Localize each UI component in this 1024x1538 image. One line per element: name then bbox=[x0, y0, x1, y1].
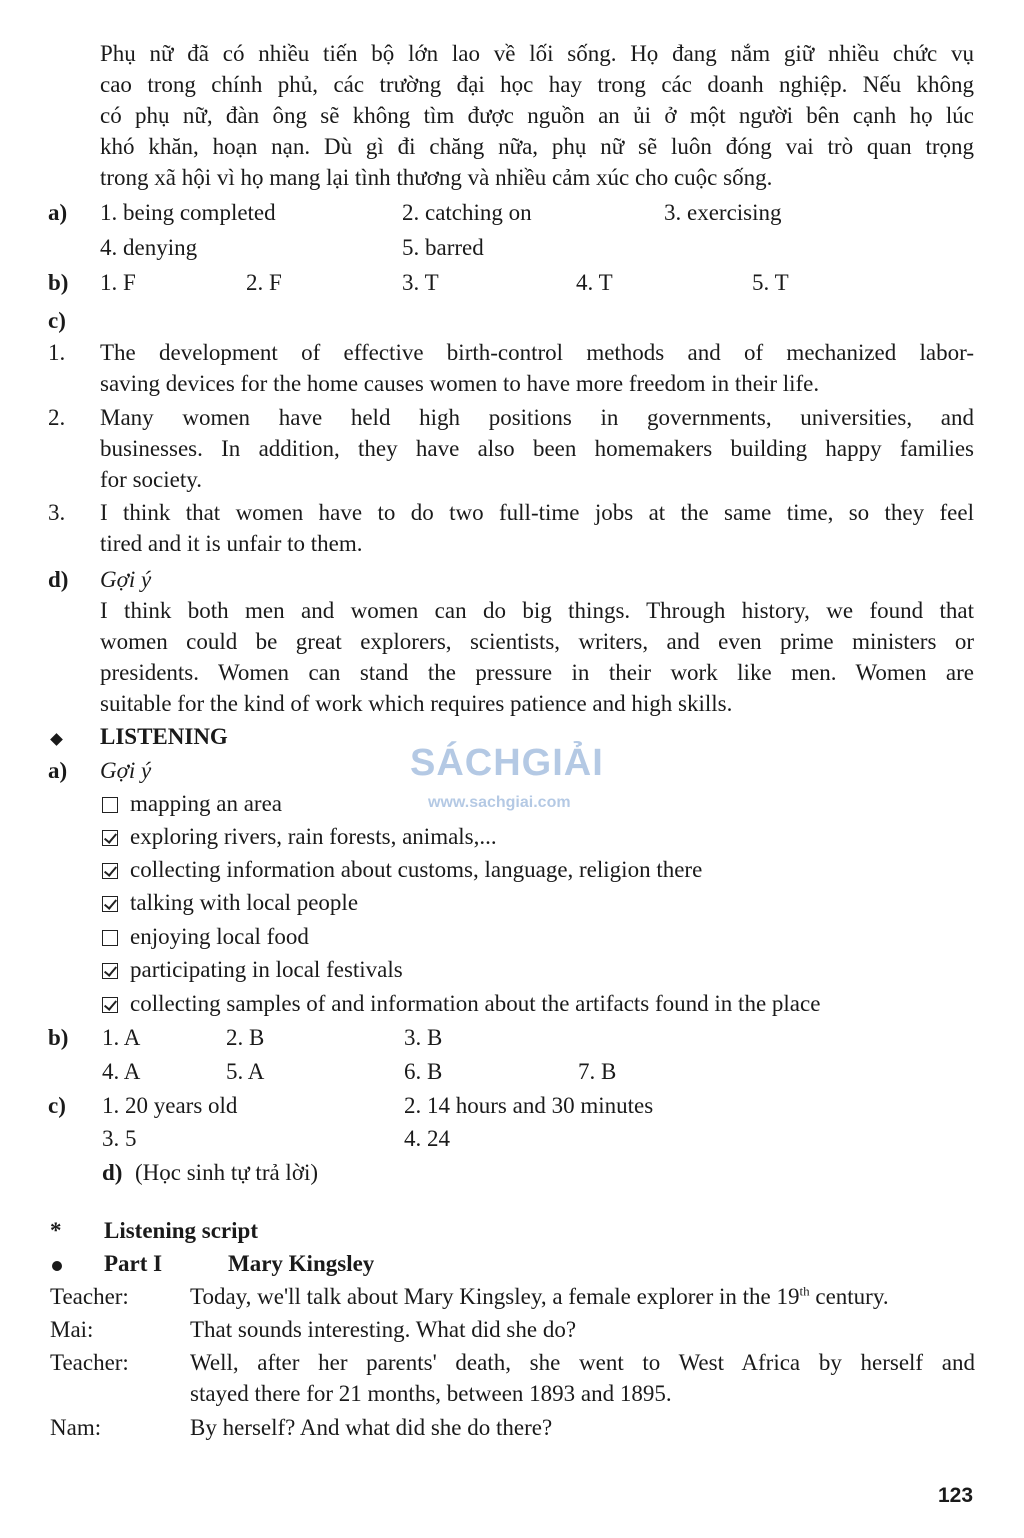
unchecked-box-icon bbox=[102, 797, 118, 813]
text-line: suitable for the kind of work which requires patience and high skills. bbox=[100, 691, 733, 716]
checkbox-item bbox=[102, 988, 820, 1019]
reading-b-label: b) bbox=[48, 270, 69, 295]
dialogue-line: stayed there for 21 months, between 1893 and 1895. bbox=[190, 1381, 672, 1406]
text-line: women could be great explorers, scientists, writers, and even prime ministers or bbox=[100, 629, 974, 654]
script-heading: Listening script bbox=[104, 1218, 258, 1243]
checkbox-label: talking with local people bbox=[130, 890, 359, 915]
text-line: for society. bbox=[100, 467, 202, 492]
answer-item: 5. barred bbox=[402, 235, 484, 260]
checkbox-label: enjoying local food bbox=[130, 924, 309, 949]
text-line: Many women have held high positions in governments, universities, and bbox=[100, 405, 974, 430]
checkbox-item bbox=[102, 887, 358, 918]
part-title: Mary Kingsley bbox=[228, 1251, 375, 1276]
answer-item: 4. 24 bbox=[404, 1126, 450, 1151]
item-number: 2. bbox=[48, 405, 66, 430]
answer-item: 4. T bbox=[576, 270, 613, 295]
answer-item: 6. B bbox=[404, 1059, 443, 1084]
text-line: businesses. In addition, they have also been homemakers building happy families bbox=[100, 436, 974, 461]
reading-a-label: a) bbox=[48, 200, 68, 225]
item-number: 3. bbox=[48, 500, 66, 525]
dialogue-line: That sounds interesting. What did she do? bbox=[190, 1317, 577, 1342]
speaker-name: Nam: bbox=[50, 1415, 102, 1440]
intro-line: trong xã hội vì họ mang lại tình thương và nhiều cảm xúc cho cuộc sống. bbox=[100, 165, 773, 190]
dialogue-line bbox=[190, 1281, 889, 1312]
speaker-name: Teacher: bbox=[50, 1350, 129, 1375]
answer-item: 1. A bbox=[102, 1025, 141, 1050]
answer-item: 2. B bbox=[226, 1025, 265, 1050]
watermark-logo bbox=[410, 722, 616, 822]
listening-a-label: a) bbox=[48, 758, 68, 783]
answer-item: 2. catching on bbox=[402, 200, 532, 225]
checkbox-item bbox=[102, 954, 403, 985]
answer-item: 5. A bbox=[226, 1059, 265, 1084]
answer-item: 3. T bbox=[402, 270, 439, 295]
answer-item: 2. 14 hours and 30 minutes bbox=[404, 1093, 654, 1118]
checkbox-label: collecting information about customs, language, religion there bbox=[130, 857, 703, 882]
answer-item: 1. 20 years old bbox=[102, 1093, 238, 1118]
checkbox-item bbox=[102, 921, 309, 952]
answer-item: 4. A bbox=[102, 1059, 141, 1084]
text-line: saving devices for the home causes women to have more freedom in their life. bbox=[100, 371, 820, 396]
answer-item: 7. B bbox=[578, 1059, 617, 1084]
answer-item: 3. B bbox=[404, 1025, 443, 1050]
listening-heading: LISTENING bbox=[100, 724, 228, 749]
listening-c-label: c) bbox=[48, 1093, 66, 1118]
listening-b-label: b) bbox=[48, 1025, 69, 1050]
checkbox-label: mapping an area bbox=[130, 791, 282, 816]
text-line: I think that women have to do two full-time jobs at the same time, so they feel bbox=[100, 500, 974, 525]
answer-item: 1. F bbox=[100, 270, 136, 295]
page-number: 123 bbox=[938, 1484, 974, 1507]
checked-box-icon bbox=[102, 997, 118, 1013]
dialogue-line: Well, after her parents' death, she went to West Africa by herself and bbox=[190, 1350, 975, 1375]
checkbox-label: collecting samples of and information about the artifacts found in the place bbox=[130, 991, 821, 1016]
answer-item: 5. T bbox=[752, 270, 789, 295]
checked-box-icon bbox=[102, 863, 118, 879]
text-line: I think both men and women can do big things. Through history, we found that bbox=[100, 598, 974, 623]
text-line: The development of effective birth-control methods and of mechanized labor- bbox=[100, 340, 974, 365]
reading-c-label: c) bbox=[48, 308, 66, 333]
answer-item: 1. being completed bbox=[100, 200, 276, 225]
ordinal-suffix: th bbox=[799, 1283, 810, 1299]
hint-label: Gợi ý bbox=[100, 758, 152, 783]
checkbox-label: participating in local festivals bbox=[130, 957, 403, 982]
part-label: Part I bbox=[104, 1251, 163, 1276]
watermark-url: www.sachgiai.com bbox=[428, 794, 571, 811]
answer-item: 2. F bbox=[246, 270, 282, 295]
answer-item: 3. 5 bbox=[102, 1126, 137, 1151]
reading-d-label: d) bbox=[48, 567, 69, 592]
watermark-brand: SÁCHGIẢI bbox=[410, 742, 604, 784]
checkbox-item bbox=[102, 788, 282, 819]
intro-line: khó khăn, hoạn nạn. Dù gì đi chăng nữa, phụ nữ sẽ luôn đóng vai trò quan trọng bbox=[100, 134, 974, 159]
checked-box-icon bbox=[102, 963, 118, 979]
checked-box-icon bbox=[102, 830, 118, 846]
text-line: presidents. Women can stand the pressure in their work like men. Women are bbox=[100, 660, 974, 685]
checkbox-item bbox=[102, 854, 702, 885]
bullet-dot-icon bbox=[52, 1248, 62, 1279]
checked-box-icon bbox=[102, 896, 118, 912]
item-number: 1. bbox=[48, 340, 66, 365]
unchecked-box-icon bbox=[102, 930, 118, 946]
intro-line: cao trong chính phủ, các trường đại học hay trong các doanh nghiệp. Nếu không bbox=[100, 72, 974, 97]
diamond-bullet-icon bbox=[52, 721, 61, 752]
intro-line: Phụ nữ đã có nhiều tiến bộ lớn lao về lối sống. Họ đang nắm giữ nhiều chức vụ bbox=[100, 41, 974, 66]
dialogue-line: By herself? And what did she do there? bbox=[190, 1415, 553, 1440]
answer-item: 4. denying bbox=[100, 235, 198, 260]
dialogue-text: Today, we'll talk about Mary Kingsley, a female explorer in the 19 bbox=[190, 1284, 800, 1309]
speaker-name: Mai: bbox=[50, 1317, 94, 1342]
checkbox-label: exploring rivers, rain forests, animals,... bbox=[130, 824, 497, 849]
checkbox-item bbox=[102, 821, 497, 852]
asterisk-marker: * bbox=[50, 1218, 62, 1243]
hint-label: Gợi ý bbox=[100, 567, 152, 592]
listening-d-text: (Học sinh tự trả lời) bbox=[135, 1160, 319, 1185]
answer-item: 3. exercising bbox=[664, 200, 782, 225]
intro-line: có phụ nữ, đàn ông sẽ không tìm được nguồn an ủi ở một người bên cạnh họ lúc bbox=[100, 103, 974, 128]
text-line: tired and it is unfair to them. bbox=[100, 531, 363, 556]
speaker-name: Teacher: bbox=[50, 1284, 129, 1309]
listening-d-label: d) bbox=[102, 1160, 123, 1185]
dialogue-text: century. bbox=[809, 1284, 889, 1309]
